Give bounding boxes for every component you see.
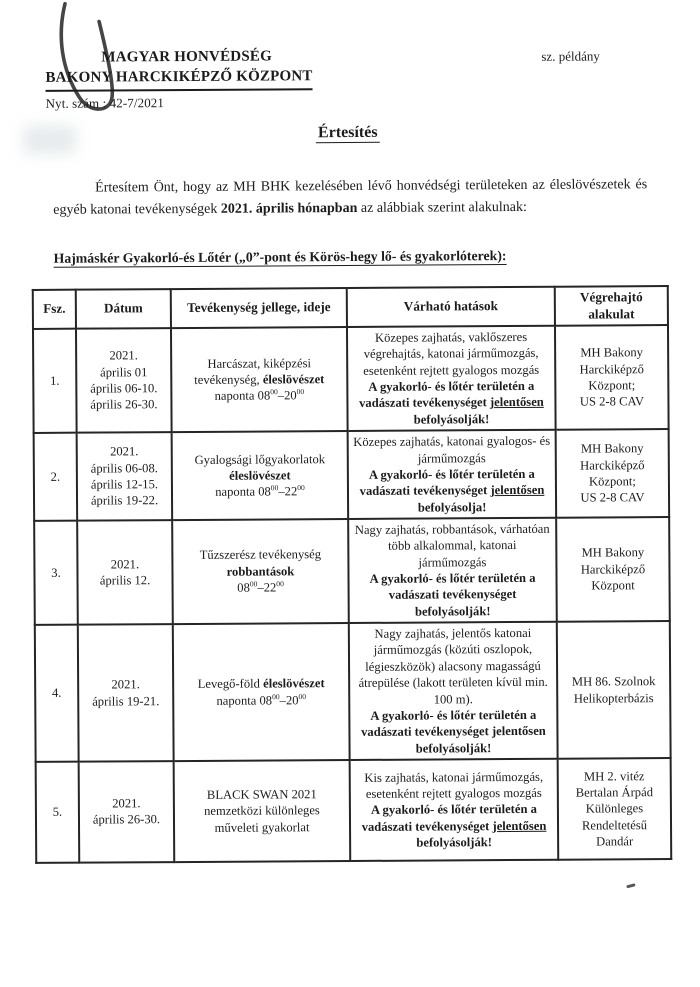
cell-text: Várható hatások xyxy=(403,298,498,314)
table-header-row xyxy=(33,286,668,329)
cell-fsz xyxy=(33,329,77,433)
cell-fsz xyxy=(34,433,78,521)
section-heading xyxy=(54,248,507,267)
cell-datum xyxy=(79,761,175,863)
cell-text: Harcászat, kiképzési tevékenység, xyxy=(194,355,311,387)
cell-text: –20 xyxy=(277,388,297,403)
cell-activity xyxy=(173,623,350,761)
column-header-activity xyxy=(171,288,347,328)
cell-text: robbantások xyxy=(226,564,295,579)
column-header-unit xyxy=(555,286,668,326)
cell-text: 2021. xyxy=(110,556,140,572)
table-header xyxy=(33,286,668,329)
section-heading-text: Hajmáskér Gyakorló-és Lőtér („0”-pont és Körös-hegy lő- és gyakorlóterek): xyxy=(53,248,507,266)
scan-speck xyxy=(626,883,635,888)
cell-text: 00 xyxy=(298,691,307,701)
cell-text: Fsz. xyxy=(43,300,66,317)
cell-unit xyxy=(556,429,670,517)
cell-text: 2021. xyxy=(111,677,140,692)
intro-text-2: az alábbiak szerint alakulnak: xyxy=(357,199,527,216)
cell-text: Dandár xyxy=(596,834,634,849)
cell-text: Helikopterbázis xyxy=(573,690,654,706)
cell-text: 00 xyxy=(270,387,278,397)
cell-text: április 19-21. xyxy=(92,693,160,709)
cell-datum xyxy=(77,520,173,625)
cell-text: április 12. xyxy=(99,573,151,588)
cell-text: Harckiképző xyxy=(579,361,644,377)
cell-text: április 26-30. xyxy=(90,397,158,413)
org-name-line2: BAKONY HARCKIKÉPZŐ KÖZPONT xyxy=(45,66,312,91)
table-row xyxy=(36,758,672,863)
cell-text: április 01 xyxy=(100,364,148,380)
cell-fsz xyxy=(35,625,79,762)
cell-text: Dátum xyxy=(103,300,143,316)
cell-text: 2021. xyxy=(112,796,141,811)
cell-text: április 06-08. xyxy=(90,460,158,476)
letterhead xyxy=(45,46,313,112)
cell-text: naponta 08 xyxy=(214,388,271,404)
cell-effects xyxy=(348,518,557,623)
activities-table xyxy=(32,285,673,864)
copy-number-label: sz. példány xyxy=(541,48,600,64)
cell-text: –22 xyxy=(278,484,298,499)
registry-number: Nyt. szám : 42-7/2021 xyxy=(45,94,165,111)
table-row xyxy=(35,621,671,762)
cell-text: 00 xyxy=(249,579,258,589)
table-row xyxy=(34,517,670,625)
column-header-effects xyxy=(347,287,555,327)
cell-text: Különleges xyxy=(585,801,644,816)
cell-activity xyxy=(174,760,351,862)
cell-text: Rendeltetésű xyxy=(581,817,648,833)
cell-text: jelentősen xyxy=(489,395,544,410)
cell-text: 00 xyxy=(297,483,305,493)
cell-text: MH 86. Szolnok xyxy=(571,674,656,689)
cell-text: naponta 08 xyxy=(216,693,273,708)
document-title xyxy=(0,122,698,144)
cell-text: Gyalogsági lőgyakorlatok xyxy=(194,451,326,467)
cell-activity xyxy=(172,431,349,520)
cell-text: MH Bakony xyxy=(581,545,645,561)
cell-fsz xyxy=(36,762,80,863)
cell-text: Közepes zajhatás, vaklőszeres végrehajtás, katonai járműmozgás, esetenként rejtett gyalogos mozgás xyxy=(363,329,540,378)
cell-text: 2. xyxy=(50,469,61,484)
cell-text: Nagy zajhatás, robbantások, várhatóan több alkalommal, katonai járműmozgás xyxy=(354,521,550,570)
cell-text: Harckiképző xyxy=(580,457,645,473)
cell-text: A gyakorló- és lőtér területén a vadászati tevékenységet jelentősen befolyásolják! xyxy=(361,707,546,756)
cell-text: Közepes zajhatás, katonai gyalogos- és járműmozgás xyxy=(353,433,551,466)
intro-text-1: Értesítem Önt, hogy az MH BHK kezelésében lévő honvédségi területeken az éleslövészetek és egyéb katonai tevékenységek xyxy=(53,177,648,218)
cell-text: 00 xyxy=(272,691,280,701)
cell-text: 00 xyxy=(276,579,284,589)
cell-text: jelentősen xyxy=(490,483,545,498)
cell-datum xyxy=(78,624,174,761)
cell-text: Levegő-föld xyxy=(197,676,264,692)
cell-text: US 2-8 CAV xyxy=(579,394,645,410)
table-body xyxy=(33,325,671,863)
cell-text: nemzetközi különleges xyxy=(204,803,320,819)
cell-text: MH 2. vitéz xyxy=(583,768,645,784)
cell-text: éleslövészet xyxy=(262,372,325,387)
cell-text: 5. xyxy=(52,805,63,820)
column-header-fsz xyxy=(33,290,76,329)
cell-text: Harckiképző xyxy=(580,562,646,577)
cell-text: Nagy zajhatás, jelentős katonai járműmozgás (közúti oszlopok, légieszközök) alacsony magasságú átrepülése (lakott területen kívül min. 100 m). xyxy=(358,626,548,707)
cell-text: A gyakorló- és lőtér területén a vadászati tevékenységet xyxy=(361,802,537,834)
org-name-line1: MAGYAR HONVÉDSÉG xyxy=(101,48,272,66)
cell-text: befolyásolják! xyxy=(413,411,490,427)
cell-text: alakulat xyxy=(588,305,635,322)
cell-text: Bertalan Árpád xyxy=(575,785,654,800)
cell-text: éleslövészet xyxy=(263,676,325,691)
intro-paragraph xyxy=(53,174,647,221)
cell-effects xyxy=(349,622,558,760)
cell-text: éleslövészet xyxy=(229,468,291,483)
cell-effects xyxy=(350,759,559,861)
cell-text: Tevékenység jellege, ideje xyxy=(187,299,331,316)
cell-fsz xyxy=(34,521,78,625)
column-header-datum xyxy=(76,289,171,329)
cell-text: április 12-15. xyxy=(90,477,159,492)
cell-activity xyxy=(172,519,349,624)
cell-text: 08 xyxy=(237,580,250,595)
cell-text: A gyakorló- és lőtér területén a vadászati tevékenységet xyxy=(359,378,535,411)
cell-text: műveleti gyakorlat xyxy=(214,819,310,835)
cell-text: 00 xyxy=(270,483,279,493)
cell-text: A gyakorló- és lőtér területén a vadászati tevékenységet xyxy=(359,466,535,499)
cell-text: A gyakorló- és lőtér területén a vadászati tevékenységet befolyásolják! xyxy=(369,570,536,619)
cell-text: 1. xyxy=(50,373,60,388)
cell-text: US 2-8 CAV xyxy=(580,490,645,505)
cell-text: április 26-30. xyxy=(92,812,161,828)
cell-text: befolyásolják! xyxy=(416,835,492,850)
cell-text: Végrehajtó xyxy=(579,289,643,305)
cell-text: befolyásolja! xyxy=(417,499,487,515)
cell-text: Tűzszerész tevékenység xyxy=(199,547,322,563)
cell-unit xyxy=(557,621,671,759)
cell-text: jelentősen xyxy=(492,818,547,833)
cell-text: 2021. xyxy=(109,348,138,363)
cell-text: Központ; xyxy=(588,474,636,489)
cell-text: –22 xyxy=(257,580,277,595)
cell-text: BLACK SWAN 2021 xyxy=(206,787,317,802)
cell-datum xyxy=(76,328,172,433)
intro-text-bold: 2021. április hónapban xyxy=(220,200,358,217)
table-row xyxy=(33,325,669,433)
cell-text: április 06-10. xyxy=(90,381,158,396)
cell-text: április 19-22. xyxy=(90,493,159,508)
cell-text: Központ; xyxy=(588,378,636,393)
cell-text: 3. xyxy=(51,565,61,580)
cell-effects xyxy=(348,430,557,519)
cell-text: MH Bakony xyxy=(580,441,644,456)
table-row xyxy=(34,429,670,521)
cell-unit xyxy=(555,325,669,430)
cell-unit xyxy=(558,758,672,860)
cell-effects xyxy=(347,326,556,431)
cell-text: naponta 08 xyxy=(215,484,271,500)
cell-text: 00 xyxy=(296,387,305,397)
cell-text: 4. xyxy=(51,686,62,701)
cell-text: Kis zajhatás, katonai járműmozgás, esetenként rejtett gyalogos mozgás xyxy=(364,769,544,801)
cell-text: MH Bakony xyxy=(580,345,643,360)
cell-text: 2021. xyxy=(110,444,139,459)
cell-unit xyxy=(556,517,670,622)
cell-datum xyxy=(77,432,173,520)
cell-text: –20 xyxy=(279,692,299,707)
cell-text: Központ xyxy=(591,578,635,593)
document-title-text: Értesítés xyxy=(316,124,380,143)
cell-activity xyxy=(171,327,348,432)
